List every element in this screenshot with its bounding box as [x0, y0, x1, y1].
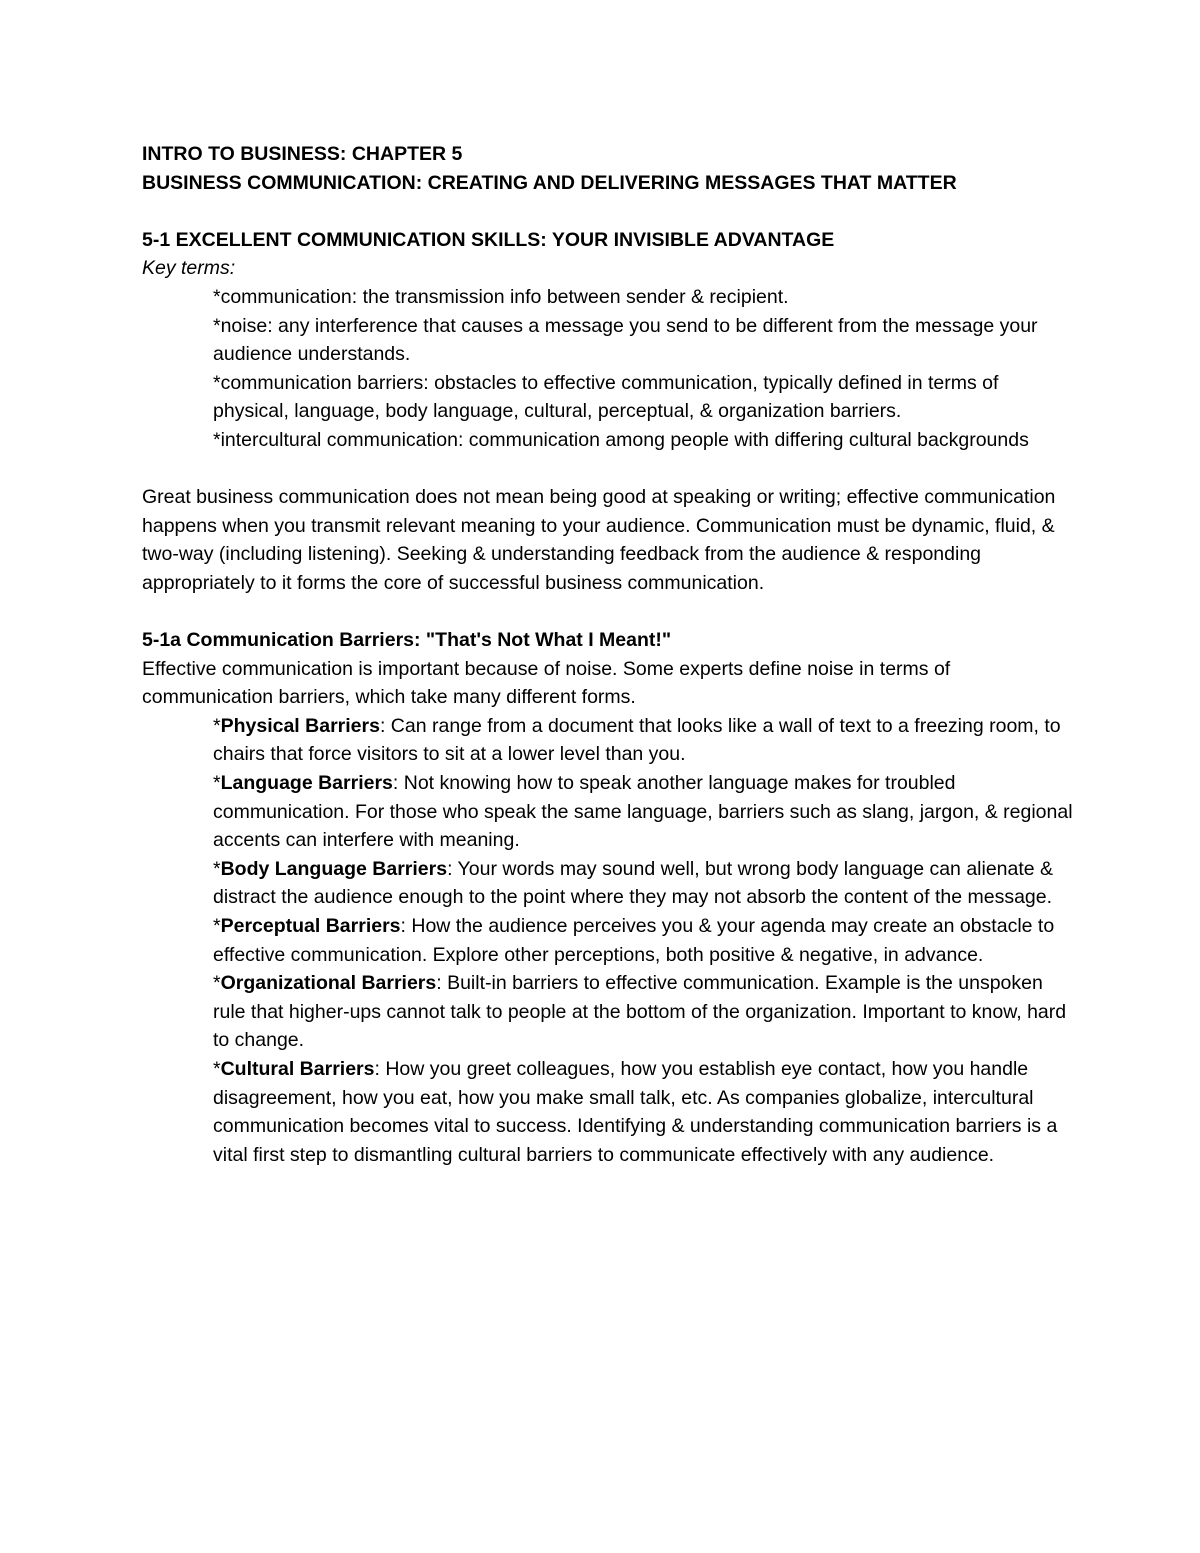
- section-5-1-paragraph: Great business communication does not mean being good at speaking or writing; effective communication happens when you transmit relevant meaning to your audience. Communication must be dynamic, fluid, & two-way (including listening). Seeking & understanding feedback from the audience & responding appropriately to it forms the core of successful business communication.: [142, 486, 1056, 594]
- barrier-name: Language Barriers: [220, 772, 393, 795]
- section-heading-5-1a: 5-1a Communication Barriers: "That's Not What I Meant!": [142, 629, 672, 652]
- key-term-communication: *communication: the transmission info between sender & recipient.: [213, 285, 789, 308]
- key-term-intercultural-communication: *intercultural communication: communication among people with differing cultural backgrounds: [213, 428, 1029, 451]
- barrier-name: Perceptual Barriers: [220, 915, 401, 938]
- barrier-text: : Built-in barriers to effective communication. Example is the unspoken rule that higher-ups cannot talk to people at the bottom of the organization. Important to know, hard to change.: [213, 972, 1067, 1052]
- barrier-prefix: *: [213, 1058, 221, 1080]
- barrier-text: : Can range from a document that looks like a wall of text to a freezing room, to chairs that force visitors to sit at a lower level than you.: [213, 714, 1061, 766]
- spacer: [142, 197, 1077, 226]
- barriers-list: [142, 712, 1077, 1170]
- barrier-cultural: [213, 1055, 1077, 1169]
- key-term-noise: *noise: any interference that causes a message you send to be different from the message your audience understands.: [213, 314, 1038, 366]
- spacer: [142, 598, 1077, 627]
- barrier-prefix: *: [213, 772, 221, 795]
- section-5-1a-intro: Effective communication is important because of noise. Some experts define noise in terms of communication barriers, which take many different forms.: [142, 657, 951, 709]
- barrier-name: Body Language Barriers: [220, 857, 448, 880]
- key-term-communication-barriers: *communication barriers: obstacles to effective communication, typically defined in terms of physical, language, body language, cultural, perceptual, & organization barriers.: [213, 371, 999, 423]
- barrier-perceptual: [213, 912, 1077, 969]
- barrier-text: : How you greet colleagues, how you establish eye contact, how you handle disagreement, how you eat, how you make small talk, etc. As companies globalize, intercultural communication becomes vital to success. Identifying & understanding communication barriers is a vital first step to dismantling cultural barriers to communicate effectively with any audience.: [213, 1058, 1058, 1166]
- barrier-physical: [213, 712, 1077, 769]
- barrier-text: : How the audience perceives you & your agenda may create an obstacle to effective communication. Explore other perceptions, both positive & negative, in advance.: [213, 915, 1055, 966]
- barrier-language: [213, 769, 1077, 855]
- barrier-text: : Not knowing how to speak another language makes for troubled communication. For those who speak the same language, barriers such as slang, jargon, & regional accents can interfere with meaning.: [213, 772, 1073, 852]
- barrier-name: Organizational Barriers: [220, 972, 437, 995]
- chapter-subtitle: BUSINESS COMMUNICATION: CREATING AND DELIVERING MESSAGES THAT MATTER: [142, 171, 957, 194]
- barrier-name: Cultural Barriers: [220, 1058, 375, 1080]
- barrier-body-language: [213, 855, 1077, 912]
- barrier-organizational: [213, 969, 1077, 1055]
- spacer: [142, 455, 1077, 484]
- chapter-title: INTRO TO BUSINESS: CHAPTER 5: [142, 143, 463, 165]
- barrier-prefix: *: [213, 714, 221, 737]
- barrier-prefix: *: [213, 972, 221, 995]
- key-terms-label: Key terms:: [142, 257, 236, 280]
- barrier-text: : Your words may sound well, but wrong body language can alienate & distract the audience enough to the point where they may not absorb the content of the message.: [213, 857, 1054, 909]
- section-heading-5-1: 5-1 EXCELLENT COMMUNICATION SKILLS: YOUR INVISIBLE ADVANTAGE: [142, 228, 835, 251]
- barrier-name: Physical Barriers: [220, 714, 380, 737]
- key-terms-list: [142, 283, 1077, 455]
- barrier-prefix: *: [213, 857, 221, 880]
- document-page: [142, 140, 1077, 1169]
- barrier-prefix: *: [213, 915, 221, 938]
